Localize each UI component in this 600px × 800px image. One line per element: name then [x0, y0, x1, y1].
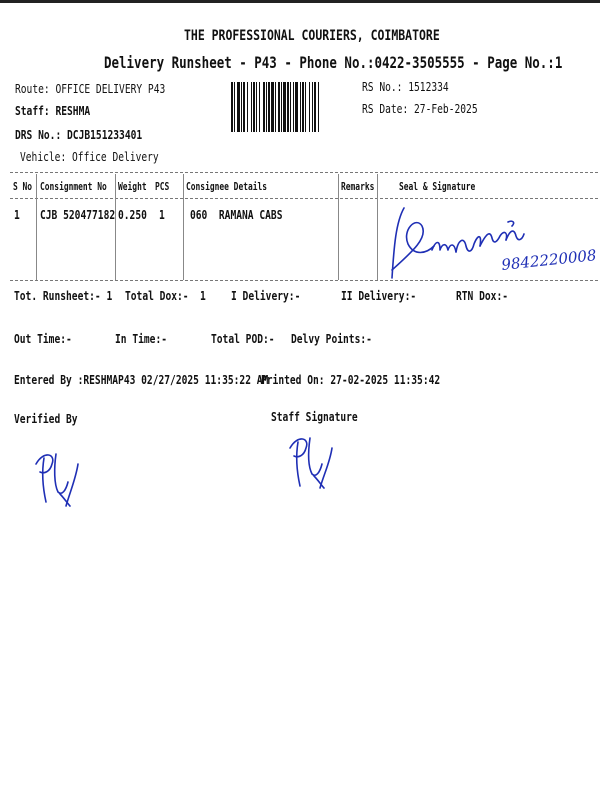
entered-by: Entered By :RESHMAP43 02/27/2025 11:35:22 AM: [14, 373, 269, 387]
route-label: Route: OFFICE DELIVERY P43: [15, 82, 166, 96]
rs-number: RS No.: 1512334: [362, 80, 449, 94]
col-divider: [377, 174, 378, 280]
col-divider: [115, 174, 116, 280]
table-cell-pcs: 1: [159, 208, 165, 222]
staff-signature: [286, 434, 346, 494]
table-header-rule: [10, 198, 598, 199]
col-header-sno: S No: [13, 180, 33, 193]
i-delivery: I Delivery:-: [231, 289, 301, 303]
verifier-signature: [30, 448, 90, 512]
ii-delivery: II Delivery:-: [341, 289, 417, 303]
printed-on: Printed On: 27-02-2025 11:35:42: [261, 373, 441, 387]
barcode: [231, 82, 355, 132]
out-time: Out Time:-: [14, 332, 72, 346]
page-title: Delivery Runsheet - P43 - Phone No.:0422-3505555 - Page No.:1: [104, 53, 563, 72]
col-header-consignment: Consignment No: [40, 180, 107, 193]
top-border: [0, 0, 600, 3]
drs-number: DRS No.: DCJB151233401: [15, 128, 143, 142]
table-cell-sno: 1: [14, 208, 20, 222]
receiver-signature: [382, 200, 600, 284]
col-divider: [183, 174, 184, 280]
verified-by-label: Verified By: [14, 412, 78, 426]
table-top-rule: [10, 172, 598, 173]
total-dox-value: 1: [200, 289, 206, 303]
col-header-pcs: PCS: [155, 180, 170, 193]
rs-date: RS Date: 27-Feb-2025: [362, 102, 478, 116]
col-divider: [338, 174, 339, 280]
col-header-remarks: Remarks: [341, 180, 375, 193]
col-header-consignee: Consignee Details: [186, 180, 268, 193]
col-header-seal: Seal & Signature: [399, 180, 476, 193]
company-name: THE PROFESSIONAL COURIERS, COIMBATORE: [184, 28, 440, 44]
table-cell-consignee: 060 RAMANA CABS: [190, 208, 283, 222]
table-cell-consignment: CJB 520477182: [40, 208, 116, 222]
handwritten-phone: 9842220008: [500, 246, 598, 274]
total-pod: Total POD:-: [211, 332, 275, 346]
total-dox-label: Total Dox:-: [125, 289, 189, 303]
col-header-weight: Weight: [118, 180, 147, 193]
in-time: In Time:-: [115, 332, 168, 346]
table-cell-weight: 0.250: [118, 208, 147, 222]
rtn-dox: RTN Dox:-: [456, 289, 509, 303]
tot-runsheet: Tot. Runsheet:- 1: [14, 289, 113, 303]
staff-label: Staff: RESHMA: [15, 104, 91, 118]
staff-signature-label: Staff Signature: [271, 410, 358, 424]
vehicle-label: Vehicle: Office Delivery: [20, 150, 159, 164]
delvy-points: Delvy Points:-: [291, 332, 372, 346]
col-divider: [36, 174, 37, 280]
